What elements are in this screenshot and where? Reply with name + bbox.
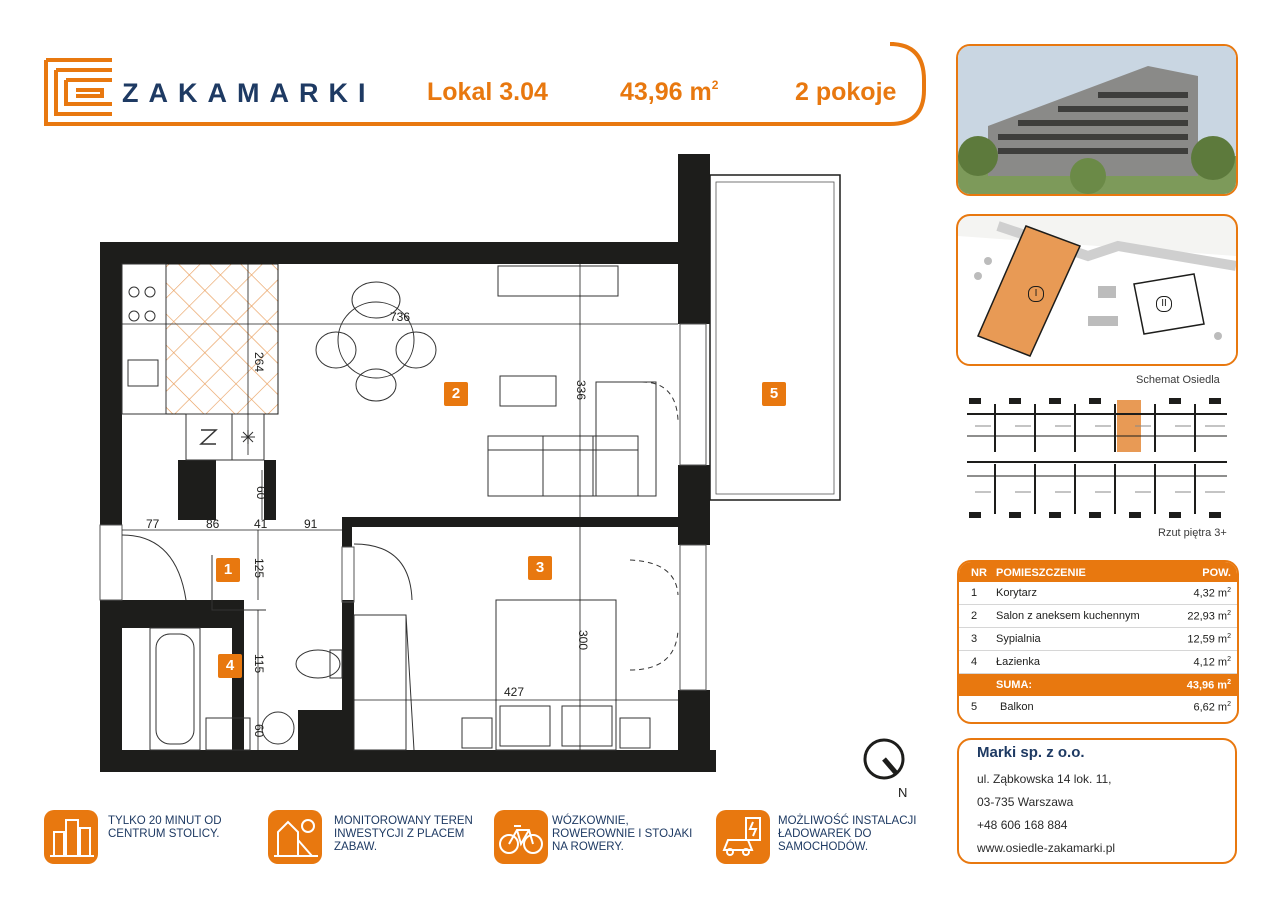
- feature-line: ROWEROWNIE I STOJAKI: [552, 828, 693, 840]
- dim-77: 77: [146, 517, 160, 531]
- dim-91: 91: [304, 517, 318, 531]
- walls: [100, 154, 716, 772]
- ev-charger-icon: [716, 810, 770, 864]
- row-pow-value: 4,12 m: [1193, 656, 1228, 669]
- row-pow: [1187, 610, 1231, 623]
- estate-caption: Schemat Osiedla: [1136, 374, 1220, 386]
- contact-street: ul. Ząbkowska 14 lok. 11,: [977, 772, 1112, 786]
- feature-3-text: [552, 815, 712, 854]
- row-name: Salon z aneksem kuchennym: [996, 610, 1140, 622]
- unit-area-sup: 2: [711, 77, 719, 92]
- company-name: Marki sp. z o.o.: [977, 744, 1085, 761]
- room-badge-1: 1: [216, 558, 240, 582]
- room-count: 2 pokoje: [795, 78, 897, 106]
- sum-pow: [1187, 679, 1231, 692]
- city-buildings-icon: [44, 810, 98, 864]
- row-nr: 1: [971, 587, 978, 599]
- row-pow: [1187, 633, 1231, 646]
- row-pow-sup: 2: [1227, 701, 1231, 708]
- feature-line: CENTRUM STOLICY.: [108, 828, 220, 840]
- playground-icon: [268, 810, 322, 864]
- header-pow: POW.: [1202, 567, 1231, 579]
- dim-60b: 60: [252, 724, 266, 738]
- row-name: Łazienka: [996, 656, 1041, 668]
- room-badge-3: 3: [528, 556, 552, 580]
- contact-phone[interactable]: +48 606 168 884: [977, 818, 1068, 832]
- unit-number: Lokal 3.04: [427, 78, 548, 106]
- feature-line: WÓZKOWNIE,: [552, 815, 629, 827]
- feature-line: MONITOROWANY TEREN: [334, 815, 473, 827]
- building-2-label: II: [1156, 296, 1172, 312]
- dim-125: 125: [252, 558, 266, 579]
- row-pow-sup: 2: [1227, 656, 1231, 663]
- row-pow-sup: 2: [1227, 587, 1231, 594]
- row-pow-value: 22,93 m: [1187, 610, 1228, 623]
- floor-plan-drawing: [96, 150, 876, 785]
- table-row: [959, 651, 1237, 674]
- floor-caption: Rzut piętra 3+: [1158, 527, 1227, 539]
- feature-2-text: [334, 815, 494, 854]
- building-1-label: I: [1028, 286, 1044, 302]
- row-name: Balkon: [1000, 701, 1034, 713]
- feature-line: ŁADOWAREK DO: [778, 828, 872, 840]
- room-area-table: [957, 560, 1239, 724]
- feature-line: INWESTYCJI Z PLACEM: [334, 828, 465, 840]
- room-badge-5: 5: [762, 382, 786, 406]
- row-pow-value: 6,62 m: [1193, 701, 1228, 714]
- unit-area: [620, 78, 718, 107]
- feature-4-text: [778, 815, 938, 854]
- feature-line: MOŻLIWOŚĆ INSTALACJI: [778, 815, 917, 827]
- dim-115: 115: [252, 654, 266, 674]
- row-pow-value: 4,32 m: [1193, 587, 1228, 600]
- row-nr: 4: [971, 656, 978, 668]
- dim-427: 427: [504, 685, 525, 699]
- table-sum-row: [959, 674, 1237, 696]
- room-badge-4: 4: [218, 654, 242, 678]
- row-pow-sup: 2: [1227, 610, 1231, 617]
- bicycle-icon: [494, 810, 548, 864]
- dim-60a: 60: [254, 486, 268, 500]
- floor-key-plan: [965, 396, 1235, 520]
- contact-city: 03-735 Warszawa: [977, 795, 1074, 809]
- row-nr: 5: [971, 701, 978, 713]
- row-name: Korytarz: [996, 587, 1037, 599]
- header-name: POMIESZCZENIE: [996, 567, 1086, 579]
- header-nr: NR: [971, 567, 987, 579]
- feature-line: TYLKO 20 MINUT OD: [108, 815, 222, 827]
- compass-label: N: [898, 785, 908, 800]
- building-render-image: [956, 44, 1238, 196]
- row-name: Sypialnia: [996, 633, 1041, 645]
- row-nr: 3: [971, 633, 978, 645]
- compass-icon: [862, 737, 910, 799]
- row-pow-value: 12,59 m: [1187, 633, 1228, 646]
- row-pow: [1193, 656, 1231, 669]
- row-pow: [1193, 587, 1231, 600]
- table-header: [959, 562, 1237, 582]
- sum-label: SUMA:: [996, 679, 1033, 691]
- logo-mark-icon: [44, 56, 114, 126]
- table-row: [959, 605, 1237, 628]
- row-pow: [1193, 701, 1231, 714]
- feature-line: NA ROWERY.: [552, 841, 624, 853]
- feature-1-text: [108, 815, 268, 841]
- estate-site-plan: [956, 214, 1238, 366]
- room-badge-2: 2: [444, 382, 468, 406]
- feature-line: SAMOCHODÓW.: [778, 841, 869, 853]
- sum-pow-value: 43,96 m: [1186, 679, 1228, 692]
- table-row: [959, 628, 1237, 651]
- dim-264: 264: [252, 352, 266, 373]
- dim-336: 336: [574, 380, 588, 401]
- contact-website-link[interactable]: www.osiedle-zakamarki.pl: [977, 841, 1116, 855]
- unit-area-value: 43,96 m: [620, 78, 712, 106]
- dim-300: 300: [576, 630, 590, 651]
- row-nr: 2: [971, 610, 978, 622]
- floor-plan: [96, 150, 876, 785]
- sum-pow-sup: 2: [1227, 679, 1231, 686]
- feature-line: ZABAW.: [334, 841, 378, 853]
- row-pow-sup: 2: [1227, 633, 1231, 640]
- dim-86: 86: [206, 517, 220, 531]
- dim-41: 41: [254, 517, 268, 531]
- table-row-balcony: [959, 696, 1237, 718]
- table-row: [959, 582, 1237, 605]
- dim-736: 736: [390, 310, 411, 324]
- brand-wordmark: ZAKAMARKI: [122, 78, 376, 108]
